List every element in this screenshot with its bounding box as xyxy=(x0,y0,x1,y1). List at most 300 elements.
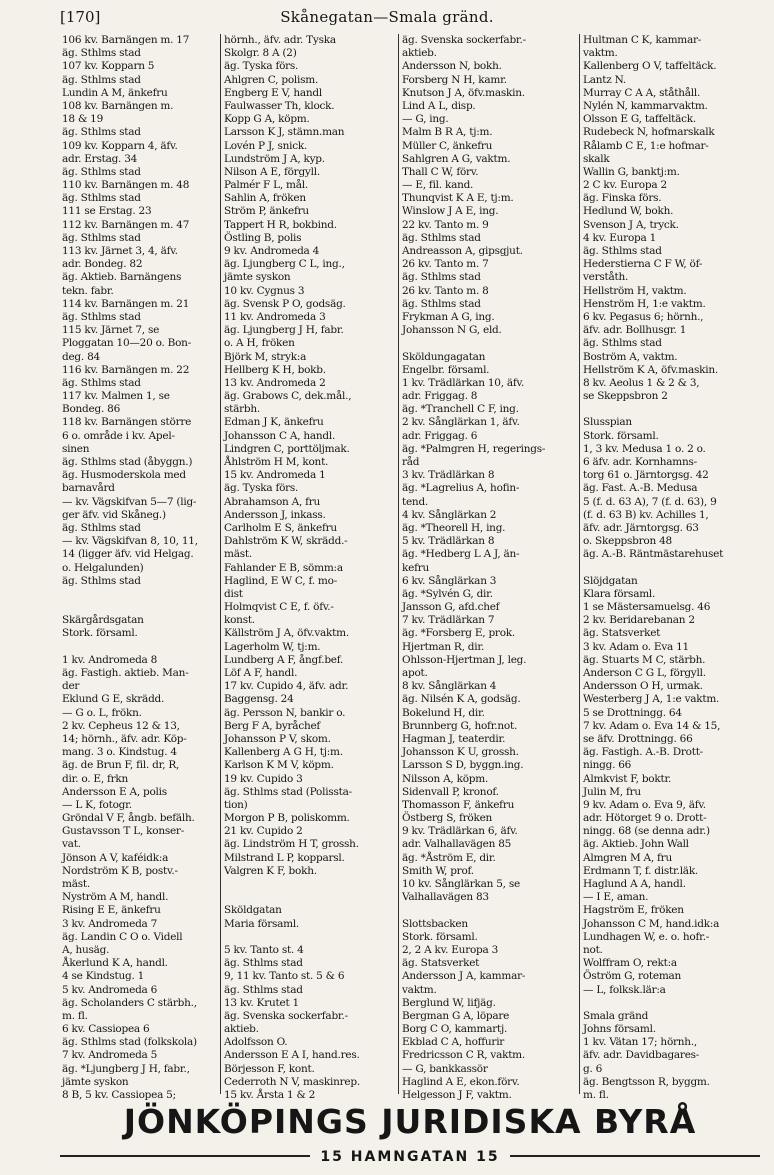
directory-line: se Skeppsbron 2 xyxy=(583,390,668,403)
directory-line: Olsson E G, taffeltäck. xyxy=(583,113,696,126)
directory-line: verståth. xyxy=(583,271,629,284)
directory-line: Holmqvist C E, f. öfv.- xyxy=(224,601,334,614)
directory-line: Knutson J A, öfv.maskin. xyxy=(402,86,525,99)
advertisement-address: 15 HAMNGATAN 15 xyxy=(310,1149,509,1165)
directory-line: Östling B, polis xyxy=(224,231,302,244)
directory-line: Frykman A G, ing. xyxy=(402,310,495,323)
directory-line: aktieb. xyxy=(402,47,437,60)
directory-line: äg. Sthlms stad xyxy=(62,521,141,534)
directory-line: Palmér F L, mål. xyxy=(224,179,308,192)
directory-line: äg. *Ljungberg J H, fabr., xyxy=(62,1062,190,1075)
directory-line: äg. Lindström H T, grossh. xyxy=(224,838,359,851)
directory-line: Hagström E, fröken xyxy=(583,904,684,917)
directory-line: — L K, fotogr. xyxy=(62,798,132,811)
directory-line: 26 kv. Tanto m. 8 xyxy=(402,284,489,297)
directory-line: Sköldungagatan xyxy=(402,350,486,363)
directory-line: 5 kv. Tanto st. 4 xyxy=(224,943,304,956)
directory-line: Engelbr. församl. xyxy=(402,363,490,376)
directory-line: Klara församl. xyxy=(583,587,656,600)
directory-line: m. fl. xyxy=(62,1009,88,1022)
directory-line: kefru xyxy=(402,561,429,574)
directory-line: äg. Aktieb. Barnängens xyxy=(62,271,182,284)
directory-line: — G, ing. xyxy=(402,113,449,126)
directory-line: Engberg E V, handl xyxy=(224,86,322,99)
directory-line: äg. *Tranchell C F, ing. xyxy=(402,403,519,416)
directory-line: Winslow J A E, ing. xyxy=(402,205,499,218)
directory-line: Ström P, änkefru xyxy=(224,205,309,218)
directory-line: äg. Husmoderskola med xyxy=(62,469,186,482)
directory-line: äg. Svensk P O, godsäg. xyxy=(224,297,346,310)
directory-line: äg. Sthlms stad xyxy=(62,574,141,587)
directory-line: 15 kv. Andromeda 1 xyxy=(224,469,326,482)
directory-line: äfv. adr. Järntorgsg. 63 xyxy=(583,521,699,534)
directory-line: barnavård xyxy=(62,482,115,495)
directory-line: — kv. Vägskifvan 5—7 (lig- xyxy=(62,495,197,508)
directory-line: äg. Fastigh. A.-B. Drott- xyxy=(583,746,703,759)
directory-line: Brunnberg G, hofr.not. xyxy=(402,719,518,732)
directory-line: Thunqvist K A E, tj:m. xyxy=(402,192,514,205)
directory-line: äg. Bengtsson R, byggm. xyxy=(583,1075,710,1088)
directory-line xyxy=(224,931,395,944)
directory-column-3 xyxy=(398,34,579,1101)
directory-line: Larsson S D, byggn.ing. xyxy=(402,759,524,772)
directory-line: Berglund W, lifjäg. xyxy=(402,996,496,1009)
directory-line: äg. Svenska sockerfabr.- xyxy=(402,34,526,46)
directory-line: Erdmann T, f. distr.läk. xyxy=(583,864,699,877)
directory-line: sinen xyxy=(62,442,90,455)
directory-line: Kallenberg A G H, tj:m. xyxy=(224,746,343,759)
directory-line: Sahlin A, fröken xyxy=(224,192,306,205)
directory-line: äg. Finska förs. xyxy=(583,192,662,205)
directory-line: Johansson K U, grossh. xyxy=(402,746,519,759)
directory-line: äg. Sthlms stad xyxy=(62,310,141,323)
directory-line: äg. Grabows C, dek.mål., xyxy=(224,390,352,403)
directory-line: 14; hörnh., äfv. adr. Köp- xyxy=(62,732,187,745)
directory-line: Stork. församl. xyxy=(402,930,478,943)
directory-line: mäst. xyxy=(224,548,252,561)
directory-line: 8 kv. Sånglärkan 4 xyxy=(402,680,497,693)
directory-line: Andersson E A I, hand.res. xyxy=(224,1049,360,1062)
directory-line: Lundhagen W, e. o. hofr.- xyxy=(583,930,710,943)
directory-line: Björk M, stryk:a xyxy=(224,350,307,363)
directory-line: 7 kv. Trädlärkan 7 xyxy=(402,614,495,627)
directory-line: 9 kv. Adam o. Eva 9, äfv. xyxy=(583,798,706,811)
directory-line: Nilsson A, köpm. xyxy=(402,772,489,785)
directory-line: äg. Sthlms stad xyxy=(224,957,303,970)
directory-line: 15 kv. Årsta 1 & 2 xyxy=(224,1089,316,1101)
directory-line: Faulwasser Th, klock. xyxy=(224,99,335,112)
directory-line: Lantz N. xyxy=(583,73,626,86)
directory-line: 6 o. område i kv. Apel- xyxy=(62,429,175,442)
directory-line: Johansson P V, skom. xyxy=(224,732,331,745)
directory-line: 1, 3 kv. Medusa 1 o. 2 o. xyxy=(583,442,706,455)
directory-line: konst. xyxy=(224,614,255,627)
directory-line: jämte syskon xyxy=(62,1075,129,1088)
directory-line: 2 kv. Beridarebanan 2 xyxy=(583,614,695,627)
page-number: [170] xyxy=(60,8,101,26)
directory-line: Skolgr. 8 A (2) xyxy=(224,47,297,60)
directory-line: 106 kv. Barnängen m. 17 xyxy=(62,34,190,46)
directory-line: 2 C kv. Europa 2 xyxy=(583,179,667,192)
directory-line: äg. Sthlms stad xyxy=(62,126,141,139)
directory-line: äg. Sthlms stad xyxy=(402,271,481,284)
directory-line: A, husäg. xyxy=(62,943,110,956)
directory-column-1 xyxy=(59,34,220,1101)
advertisement-name: JÖNKÖPINGS JURIDISKA BYRÅ xyxy=(123,1102,697,1141)
directory-line: Skärgårdsgatan xyxy=(62,614,144,627)
directory-line: Sköldgatan xyxy=(224,904,282,917)
directory-line xyxy=(583,997,756,1010)
directory-line: Hagman J, teaterdir. xyxy=(402,732,506,745)
directory-line: 3 kv. Andromeda 7 xyxy=(62,917,158,930)
directory-line: 17 kv. Cupido 4, äfv. adr. xyxy=(224,680,349,693)
directory-line: Morgon P B, poliskomm. xyxy=(224,812,350,825)
directory-line: äg. Tyska förs. xyxy=(224,482,299,495)
directory-line: äg. Sthlms stad xyxy=(62,165,141,178)
directory-line: vat. xyxy=(62,838,81,851)
directory-line: Haglind A E, ekon.förv. xyxy=(402,1075,520,1088)
directory-line: Henström H, 1:e vaktm. xyxy=(583,297,706,310)
directory-line: Milstrand L P, kopparsl. xyxy=(224,851,345,864)
directory-line: adr. Friggag. 6 xyxy=(402,429,478,442)
directory-line: Almkvist F, boktr. xyxy=(583,772,672,785)
directory-line: Johns församl. xyxy=(583,1023,656,1036)
directory-line: 4 se Kindstug. 1 xyxy=(62,970,145,983)
directory-line: Slottsbacken xyxy=(402,917,468,930)
directory-line: (f. d. 63 B) kv. Achilles 1, xyxy=(583,508,709,521)
directory-line: Stork. församl. xyxy=(62,627,138,640)
directory-line: Andersson J, inkass. xyxy=(224,508,326,521)
directory-line: äg. Sthlms stad xyxy=(62,73,141,86)
directory-line: Nyström A M, handl. xyxy=(62,891,169,904)
directory-line: Lind A L, disp. xyxy=(402,99,476,112)
directory-line: äg. *Åström E, dir. xyxy=(402,851,496,864)
directory-line: Slöjdgatan xyxy=(583,574,638,587)
directory-line: äg. Landin C O o. Videll xyxy=(62,930,183,943)
directory-line: Hellström H, vaktm. xyxy=(583,284,687,297)
directory-line: Smith W, prof. xyxy=(402,864,474,877)
advertisement-banner xyxy=(60,1102,760,1166)
directory-line: äg. Scholanders C stärbh., xyxy=(62,996,197,1009)
directory-line: torg 61 o. Järntorgsg. 42 xyxy=(583,469,709,482)
directory-line: 8 kv. Aeolus 1 & 2 & 3, xyxy=(583,376,700,389)
directory-line: Boström A, vaktm. xyxy=(583,350,678,363)
directory-line: 114 kv. Barnängen m. 21 xyxy=(62,297,190,310)
directory-line: Jansson G, afd.chef xyxy=(402,601,500,614)
directory-line: Andersson N, bokh. xyxy=(402,60,502,73)
directory-line: 6 kv. Cassiopea 6 xyxy=(62,1023,150,1036)
directory-line: 2 kv. Sånglärkan 1, äfv. xyxy=(402,416,520,429)
directory-line: Hederstierna C F W, öf- xyxy=(583,258,703,271)
directory-line: — L, folksk.lär:a xyxy=(583,983,666,996)
directory-line: Lundin A M, änkefru xyxy=(62,86,168,99)
directory-line: adr. Bondeg. 82 xyxy=(62,258,143,271)
directory-line: Slusspian xyxy=(583,416,632,429)
directory-line: äg. Sthlms stad xyxy=(402,231,481,244)
directory-line xyxy=(583,562,756,575)
directory-line: 8 B, 5 kv. Cassiopea 5; xyxy=(62,1089,176,1101)
directory-line: Anderson C G L, förgyll. xyxy=(583,667,706,679)
directory-line: äg. Svenska sockerfabr.- xyxy=(224,1009,348,1022)
directory-line: 7 kv. Andromeda 5 xyxy=(62,1049,158,1062)
directory-line: Eklund G E, skrädd. xyxy=(62,693,165,706)
directory-line: 9, 11 kv. Tanto st. 5 & 6 xyxy=(224,970,345,983)
directory-line: vaktm. xyxy=(402,983,437,996)
directory-line: äg. Nilsén K A, godsäg. xyxy=(402,693,521,706)
directory-line: Abrahamson A, fru xyxy=(224,495,321,508)
directory-line: Stork. församl. xyxy=(583,429,659,442)
directory-line: äg. Statsverket xyxy=(583,627,661,640)
directory-line: 116 kv. Barnängen m. 22 xyxy=(62,363,190,376)
directory-line: äg. Sthlms stad xyxy=(402,297,481,310)
directory-line: Andreasson A, gipsgjut. xyxy=(402,245,523,257)
directory-line: äg. Ljungberg J H, fabr. xyxy=(224,324,344,337)
directory-line: äg. Aktieb. John Wall xyxy=(583,838,689,851)
directory-line: skalk xyxy=(583,152,610,165)
directory-line: Westerberg J A, 1:e vaktm. xyxy=(583,693,720,706)
directory-line: 1 kv. Trädlärkan 10, äfv. xyxy=(402,376,525,389)
directory-column-4 xyxy=(579,34,759,1101)
directory-line: o. Skeppsbron 48 xyxy=(583,535,672,548)
directory-line: Haglund A A, handl. xyxy=(583,878,686,890)
directory-line: 13 kv. Krutet 1 xyxy=(224,996,299,1009)
directory-line: Helgesson J F, vaktm. xyxy=(402,1089,512,1101)
directory-line: Sidenvall P, kronof. xyxy=(402,785,499,798)
directory-line xyxy=(62,601,217,614)
directory-line: 115 kv. Järnet 7, se xyxy=(62,324,160,337)
directory-line: Haglind, E W C, f. mo- xyxy=(224,574,337,587)
directory-column-2 xyxy=(220,34,398,1101)
directory-line: Wallin G, banktj:m. xyxy=(583,165,680,178)
directory-line: 112 kv. Barnängen m. 47 xyxy=(62,218,190,231)
directory-line: Bergman G A, löpare xyxy=(402,1009,510,1022)
directory-line: äg. Statsverket xyxy=(402,957,480,970)
directory-line: äg. Stuarts M C, stärbh. xyxy=(583,653,706,666)
directory-line: Gustavsson T L, konser- xyxy=(62,825,185,838)
directory-line: Malm B R A, tj:m. xyxy=(402,126,493,139)
directory-line: 26 kv. Tanto m. 7 xyxy=(402,258,489,271)
directory-line: Julin M, fru xyxy=(583,785,641,798)
directory-line xyxy=(62,641,217,654)
directory-line: Larsson K J, stämn.man xyxy=(224,126,345,139)
directory-line: tekn. fabr. xyxy=(62,284,114,297)
directory-line: aktieb. xyxy=(224,1023,259,1036)
directory-line: Johansson C A, handl. xyxy=(224,429,336,442)
page-header xyxy=(0,8,774,32)
directory-line: 2 kv. Cepheus 12 & 13, xyxy=(62,719,180,732)
directory-line: Andersson E A, polis xyxy=(62,785,167,798)
directory-line: äg. Tyska förs. xyxy=(224,60,299,73)
directory-line: Wolffram O, rekt:a xyxy=(583,957,677,970)
directory-line: 6 äfv. adr. Kornhamns- xyxy=(583,456,697,468)
directory-line: 4 kv. Sånglärkan 2 xyxy=(402,508,497,521)
directory-line: Åkerlund K A, handl. xyxy=(62,957,168,970)
directory-line: stärbh. xyxy=(224,403,260,416)
directory-line: Östberg S, fröken xyxy=(402,812,493,825)
directory-line: jämte syskon xyxy=(224,271,291,284)
directory-line: 9 kv. Trädlärkan 6, äfv. xyxy=(402,825,518,838)
directory-line: Lundström J A, kyp. xyxy=(224,152,325,165)
directory-line: Kopp G A, köpm. xyxy=(224,113,310,126)
directory-line: Hellberg K H, bokb. xyxy=(224,363,326,376)
directory-line: Hellström K A, öfv.maskin. xyxy=(583,363,718,376)
directory-line: mäst. xyxy=(62,878,90,890)
directory-line: hörnh., äfv. adr. Tyska xyxy=(224,34,336,46)
directory-line: Lovén P J, snick. xyxy=(224,139,308,152)
directory-line: Johansson C M, hand.idk:a xyxy=(583,917,720,930)
directory-line: äg. *Forsberg E, prok. xyxy=(402,627,515,640)
directory-line: Müller C, änkefru xyxy=(402,139,493,152)
directory-line: 19 kv. Cupido 3 xyxy=(224,772,303,785)
directory-line xyxy=(224,878,395,891)
directory-line: äg. *Sylvén G, dir. xyxy=(402,587,493,600)
directory-line: Jönson A V, kaféidk:a xyxy=(62,851,169,864)
directory-line: äg. Sthlms stad xyxy=(62,47,141,60)
directory-line: äg. Sthlms stad (folkskola) xyxy=(62,1036,197,1049)
directory-line: 5 kv. Trädlärkan 8 xyxy=(402,535,495,548)
directory-line: Dahlström K W, skrädd.- xyxy=(224,535,348,548)
directory-line: adr. Erstag. 34 xyxy=(62,152,138,165)
directory-line: äg. Sthlms stad xyxy=(224,983,303,996)
directory-line: Maria församl. xyxy=(224,917,300,930)
directory-line: Baggensg. 24 xyxy=(224,693,294,706)
directory-line: äg. Sthlms stad xyxy=(62,192,141,205)
directory-line: 111 se Erstag. 23 xyxy=(62,205,152,218)
directory-line: 5 (f. d. 63 A), 7 (f. d. 63), 9 xyxy=(583,495,717,508)
directory-line: o. A H, fröken xyxy=(224,337,295,350)
directory-line: Tappert H R, bokbind. xyxy=(224,218,337,231)
directory-line: 110 kv. Barnängen m. 48 xyxy=(62,179,190,192)
directory-line: äg. A.-B. Räntmästarehuset xyxy=(583,548,724,561)
directory-line: äg. Persson N, bankir o. xyxy=(224,706,346,719)
directory-line: Almgren M A, fru xyxy=(583,851,672,864)
directory-line: 18 & 19 xyxy=(62,113,103,126)
directory-line: äg. *Palmgren H, regerings- xyxy=(402,442,546,455)
directory-line: Edman J K, änkefru xyxy=(224,416,324,429)
directory-line: 7 kv. Adam o. Eva 14 & 15, xyxy=(583,719,721,732)
directory-line: äg. Sthlms stad xyxy=(583,337,662,350)
directory-line: Borg C O, kammartj. xyxy=(402,1023,508,1036)
directory-line: Gröndal V F, ångb. befälh. xyxy=(62,812,195,825)
directory-line: Rising E E, änkefru xyxy=(62,904,161,917)
directory-line: 11 kv. Andromeda 3 xyxy=(224,310,326,323)
page-title: Skånegatan—Smala gränd. xyxy=(280,8,494,26)
directory-line: se äfv. Drottningg. 66 xyxy=(583,732,693,745)
directory-line: äg. Sthlms stad (åbyggn.) xyxy=(62,456,193,468)
directory-line: 6 kv. Pegasus 6; hörnh., xyxy=(583,310,704,323)
directory-line: 9 kv. Andromeda 4 xyxy=(224,245,320,257)
directory-line: Fahlander E B, sömm:a xyxy=(224,561,343,574)
directory-line: 10 kv. Sånglärkan 5, se xyxy=(402,878,520,890)
directory-line: m. fl. xyxy=(583,1089,609,1101)
directory-line: Hultman C K, kammar- xyxy=(583,34,702,46)
directory-line: 4 kv. Europa 1 xyxy=(583,231,657,244)
directory-line: äg. Sthlms stad xyxy=(62,376,141,389)
directory-line: — G o. L, frökn. xyxy=(62,706,142,719)
directory-line: apot. xyxy=(402,667,428,679)
directory-line: 5 kv. Andromeda 6 xyxy=(62,983,158,996)
directory-line: Ploggatan 10—20 o. Bon- xyxy=(62,337,191,350)
directory-line: äg. Ljungberg C L, ing., xyxy=(224,258,345,271)
directory-line: Lundberg A F, ångf.bef. xyxy=(224,653,344,666)
directory-line: äg. Sthlms stad (Polissta- xyxy=(224,785,352,798)
directory-line: ningg. 68 (se denna adr.) xyxy=(583,825,710,838)
directory-line: tion) xyxy=(224,798,248,811)
directory-line: Forsberg N H, kamr. xyxy=(402,73,507,86)
directory-line: Thall C W, förv. xyxy=(402,165,479,178)
directory-line: Källström J A, öfv.vaktm. xyxy=(224,627,349,640)
directory-line: 21 kv. Cupido 2 xyxy=(224,825,303,838)
directory-line: 22 kv. Tanto m. 9 xyxy=(402,218,489,231)
directory-line: Valgren K F, bokh. xyxy=(224,864,317,877)
directory-line: 3 kv. Trädlärkan 8 xyxy=(402,469,495,482)
directory-line: äg. Sthlms stad xyxy=(583,245,662,257)
directory-line: Andersson O H, urmak. xyxy=(583,680,703,693)
directory-line: tend. xyxy=(402,495,429,508)
directory-line: der xyxy=(62,680,80,693)
directory-line: dist xyxy=(224,587,243,600)
directory-line: äfv. adr. Davidbagares- xyxy=(583,1049,700,1062)
directory-line: Ohlsson-Hjertman J, leg. xyxy=(402,653,527,666)
directory-line: 117 kv. Malmen 1, se xyxy=(62,390,170,403)
directory-line: 108 kv. Barnängen m. xyxy=(62,99,174,112)
directory-line: Ahlgren C, polism. xyxy=(224,73,319,86)
directory-line xyxy=(402,337,576,350)
directory-line: äg. de Brun F, fil. dr, R, xyxy=(62,759,180,772)
directory-line: Murray C A A, ståthåll. xyxy=(583,86,701,99)
directory-line: 14 (ligger äfv. vid Helgag. xyxy=(62,548,194,561)
directory-line: — I E, aman. xyxy=(583,891,649,904)
directory-line: 2, 2 A kv. Europa 3 xyxy=(402,943,499,956)
directory-line: Smala gränd xyxy=(583,1009,649,1022)
directory-line xyxy=(402,904,576,917)
directory-columns xyxy=(59,34,759,1101)
directory-line: — E, fil. kand. xyxy=(402,179,474,192)
directory-line: adr. Valhallavägen 85 xyxy=(402,838,512,851)
directory-line: ningg. 66 xyxy=(583,759,632,772)
directory-line: Ekblad C A, hoffurir xyxy=(402,1036,505,1049)
directory-line: Nilson A E, förgyll. xyxy=(224,165,320,178)
directory-line: — kv. Vägskifvan 8, 10, 11, xyxy=(62,535,198,548)
directory-line: Rålamb C E, 1:e hofmar- xyxy=(583,139,709,152)
directory-line: 3 kv. Adam o. Eva 11 xyxy=(583,640,689,653)
directory-line: 10 kv. Cygnus 3 xyxy=(224,284,305,297)
directory-line: Bondeg. 86 xyxy=(62,403,120,416)
directory-line: äfv. adr. Bollhusgr. 1 xyxy=(583,324,687,337)
directory-line: 1 se Mästersamuelsg. 46 xyxy=(583,601,711,614)
directory-line: 109 kv. Kopparn 4, äfv. xyxy=(62,139,178,152)
directory-line: dir. o. E, frkn xyxy=(62,772,129,785)
directory-line: Andersson J A, kammar- xyxy=(402,970,526,983)
directory-line: Carlholm E S, änkefru xyxy=(224,521,337,534)
directory-line xyxy=(224,891,395,904)
directory-line: vaktm. xyxy=(583,47,618,60)
directory-line: Nylén N, kammarvaktm. xyxy=(583,99,708,112)
directory-line: äg. Sthlms stad xyxy=(62,231,141,244)
directory-line: Sahlgren A G, vaktm. xyxy=(402,152,511,165)
directory-line: Lagerholm W, tj:m. xyxy=(224,640,321,653)
directory-line: Löf A F, handl. xyxy=(224,667,298,679)
directory-line: Hedlund W, bokh. xyxy=(583,205,674,218)
directory-line: äg. *Lagrelius A, hofin- xyxy=(402,482,520,495)
directory-line: äg. Fastigh. aktieb. Man- xyxy=(62,667,189,679)
directory-line: äg. *Hedberg L A J, än- xyxy=(402,548,520,561)
directory-line: råd xyxy=(402,456,420,468)
directory-line: ger äfv. vid Skåneg.) xyxy=(62,508,166,521)
directory-line: 107 kv. Kopparn 5 xyxy=(62,60,155,73)
directory-line: Rudebeck N, hofmarskalk xyxy=(583,126,715,139)
directory-line: 113 kv. Järnet 3, 4, äfv. xyxy=(62,245,178,257)
